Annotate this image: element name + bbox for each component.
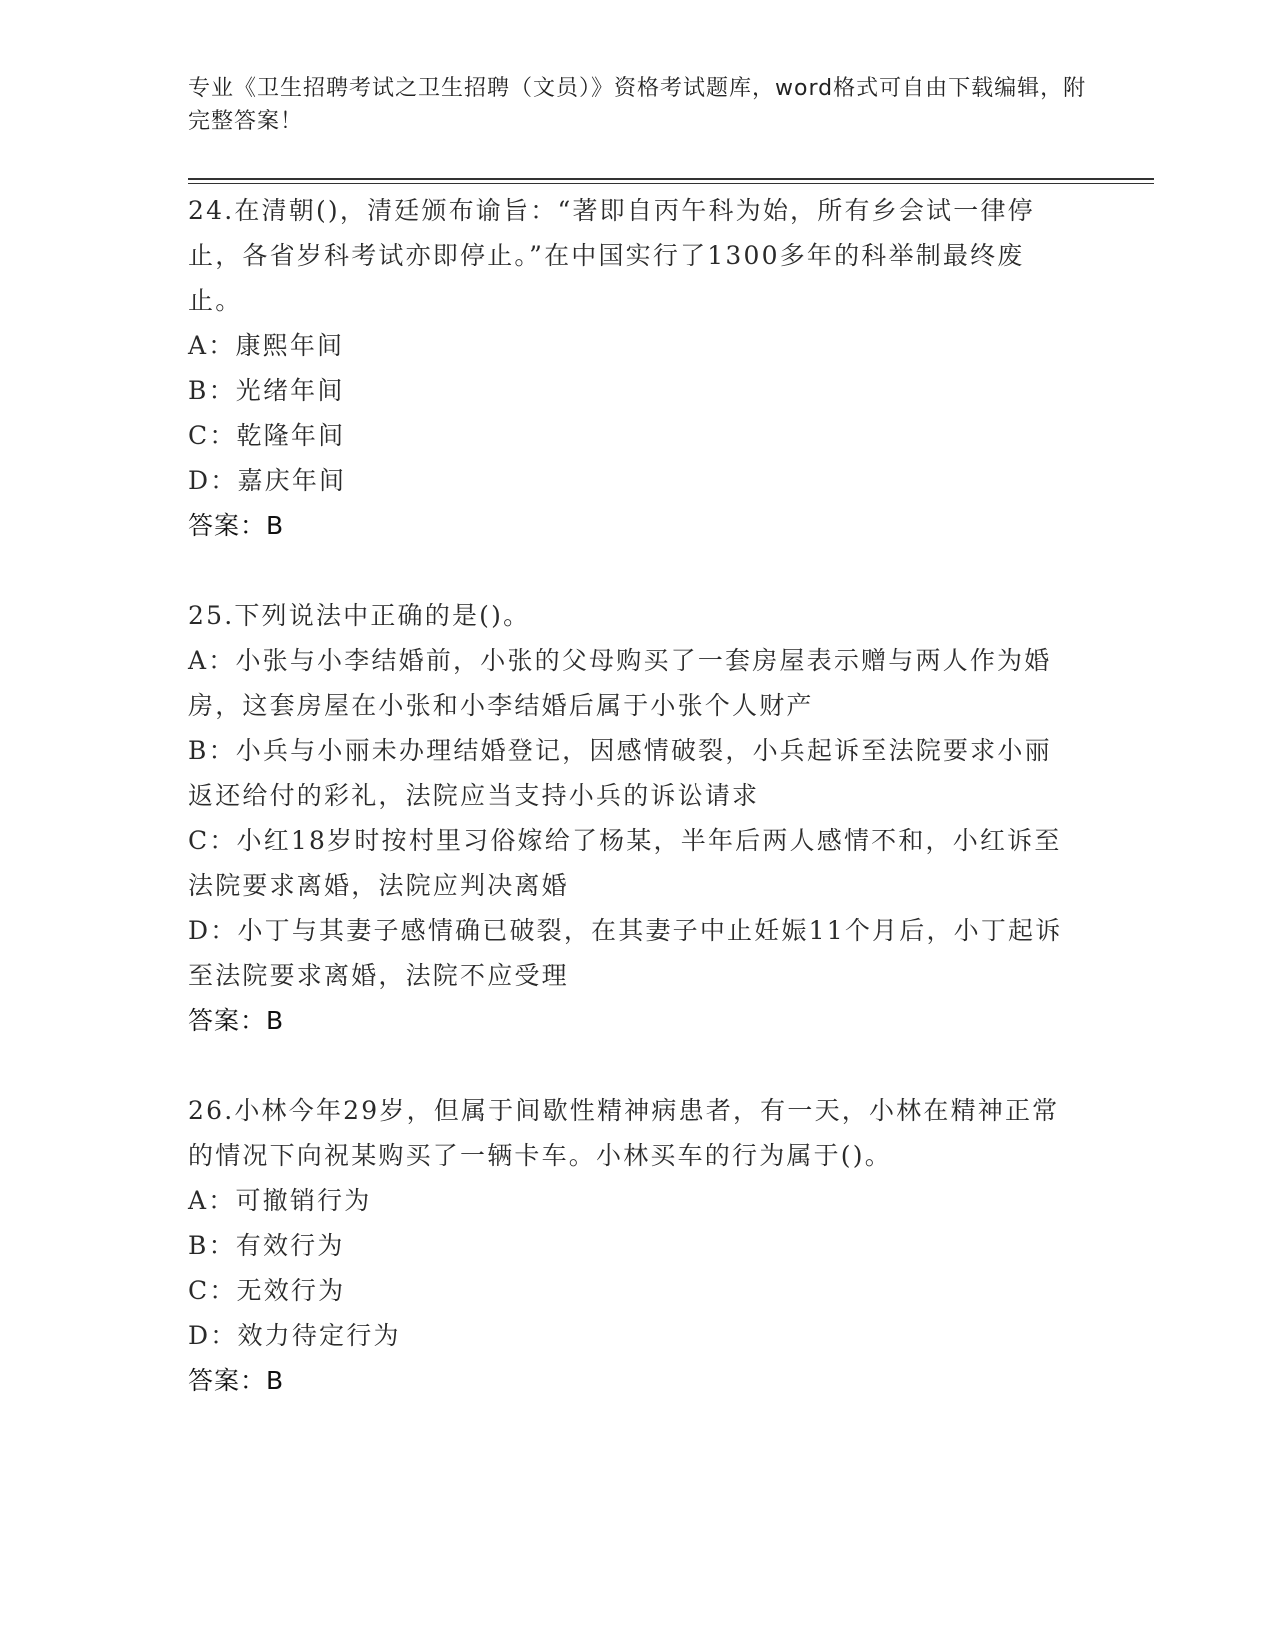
- answer-line: 答案：B: [188, 1366, 285, 1395]
- option-c: C：小红18岁时按村里习俗嫁给了杨某，半年后两人感情不和，小红诉至法院要求离婚，法院应判决离婚: [188, 826, 1062, 900]
- question-stem: 26.小林今年29岁，但属于间歇性精神病患者，有一天，小林在精神正常的情况下向祝某购买了一辆卡车。小林买车的行为属于()。: [188, 1096, 1060, 1170]
- answer-line: 答案：B: [188, 511, 285, 540]
- question-stem: 25.下列说法中正确的是()。: [188, 601, 531, 630]
- option-a: A：康熙年间: [188, 331, 345, 360]
- question-spacer: [188, 1043, 1068, 1088]
- question-26: [188, 1088, 1068, 1403]
- option-b: B：光绪年间: [188, 376, 345, 405]
- question-list: [188, 188, 1068, 1403]
- option-b: B：有效行为: [188, 1231, 345, 1260]
- answer-line: 答案：B: [188, 1006, 285, 1035]
- document-header: 专业《卫生招聘考试之卫生招聘（文员）》资格考试题库，word格式可自由下载编辑，附完整答案！: [188, 76, 1087, 134]
- question-24: [188, 188, 1068, 548]
- option-c: C：乾隆年间: [188, 421, 346, 450]
- option-a: A：小张与小李结婚前，小张的父母购买了一套房屋表示赠与两人作为婚房，这套房屋在小张和小李结婚后属于小张个人财产: [188, 646, 1052, 720]
- option-b: B：小兵与小丽未办理结婚登记，因感情破裂，小兵起诉至法院要求小丽返还给付的彩礼，法院应当支持小兵的诉讼请求: [188, 736, 1052, 810]
- header-divider-thin: [188, 183, 1154, 184]
- option-c: C：无效行为: [188, 1276, 346, 1305]
- question-25: [188, 593, 1068, 1043]
- question-stem: 24.在清朝()，清廷颁布谕旨：“著即自丙午科为始，所有乡会试一律停止，各省岁科考试亦即停止。”在中国实行了1300多年的科举制最终废止。: [188, 196, 1035, 315]
- option-a: A：可撤销行为: [188, 1186, 372, 1215]
- question-spacer: [188, 548, 1068, 593]
- option-d: D：效力待定行为: [188, 1321, 401, 1350]
- option-d: D：小丁与其妻子感情确已破裂，在其妻子中止妊娠11个月后，小丁起诉至法院要求离婚，法院不应受理: [188, 916, 1063, 990]
- header-divider-thick: [188, 178, 1154, 180]
- option-d: D：嘉庆年间: [188, 466, 347, 495]
